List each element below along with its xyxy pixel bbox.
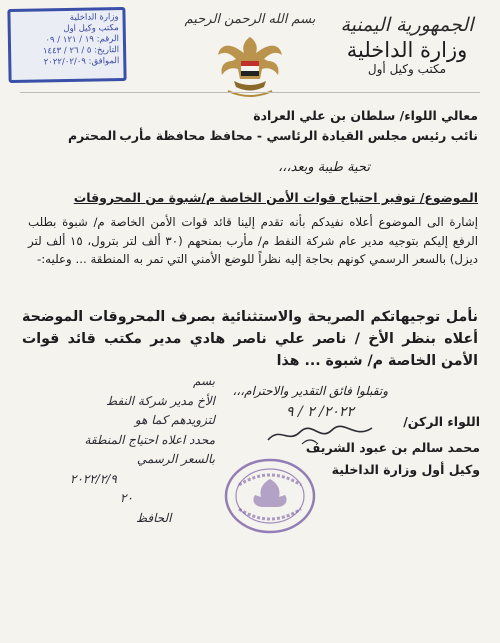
official-seal-icon (215, 455, 325, 537)
closing-line: وتقبلوا فائق التقدير والاحترام،،، (232, 384, 388, 398)
signatory-rank: اللواء الركن/ (403, 414, 480, 429)
note-line: ٢٠٢٢/٢/٩ (70, 471, 117, 486)
note-line: لتزويدهم كما هو (134, 413, 215, 427)
signatory-name: محمد سالم بن عبود الشريف (305, 440, 480, 455)
signatory-role: وكيل أول وزارة الداخلية (331, 462, 480, 477)
stamp-line-ministry: وزارة الداخلية (69, 12, 119, 23)
addressee-title: نائب رئيس مجلس القيادة الرئاسي - محافظ محافظة مأرب (119, 128, 478, 143)
note-line: محدد اعلاه احتياج المنطقة (84, 432, 215, 447)
note-line: الأخ مدير شركة النفط (106, 393, 215, 408)
header-center (180, 12, 320, 109)
note-line: ٢٠ (120, 491, 133, 505)
received-stamp (7, 7, 126, 83)
respected-label: المحترم (68, 128, 117, 143)
body-paragraph-1: إشارة الى الموضوع أعلاه نفيدكم بأنه تقدم إلينا قائد قوات الأمن الخاصة م/ شبوة بطلب الرفع إليكم بتوجيه مدير عام شركة النفط م/ مأرب بمنحهم (٣٠ ألف لتر بترول، ١٥ ألف لتر ديزل) بالسعر الرسمي كونهم بحاجة إليه نظراً للوضع الأمني التي تمر به المنطقة ... وعليه:- (28, 215, 478, 266)
signature-date: ٢٠٢٢/ ٢ / ٩ (286, 404, 354, 420)
stamp-line-corresponding: الموافق: ٢٠٢٢/٠٢/٠٩ (43, 56, 120, 68)
note-line: بالسعر الرسمي (136, 452, 215, 466)
header-divider (20, 92, 480, 93)
greeting: تحية طيبة وبعد،،، (278, 160, 370, 175)
subject-line: الموضوع/ توفير احتياج قوات الأمن الخاصة م/شبوة من المحروقات (73, 190, 478, 205)
ministry-title: وزارة الداخلية (346, 38, 468, 62)
office-title: مكتب وكيل أول (367, 62, 447, 76)
handwritten-note (40, 372, 215, 597)
body-paragraph-2: نأمل توجيهاتكم الصريحة والاستثنائية بصرف المحروقات الموضحة أعلاه بنظر الأخ / ناصر علي ناصر هادي مدير مكتب قائد قوات الأمن الخاصة م/ شبوة ... هذا (22, 309, 478, 369)
stamp-line-office: مكتب وكيل أول (63, 23, 119, 35)
letterhead (332, 14, 482, 76)
addressee-name: معالي اللواء/ سلطان بن علي العرادة (253, 108, 478, 123)
note-line: بسم (192, 374, 215, 388)
basmala: بسم الله الرحمن الرحيم (184, 12, 316, 27)
stamp-line-number: الرقم: ١٩ / ١٢١ / ٠٩ (45, 34, 119, 46)
yemen-eagle-emblem-icon (214, 31, 286, 105)
stamp-line-date: التاريخ: ٥ / ٢٦ / ١٤٤٣ (42, 45, 120, 57)
republic-title: الجمهورية اليمنية (340, 14, 474, 36)
note-line: الحافظ (136, 510, 172, 525)
